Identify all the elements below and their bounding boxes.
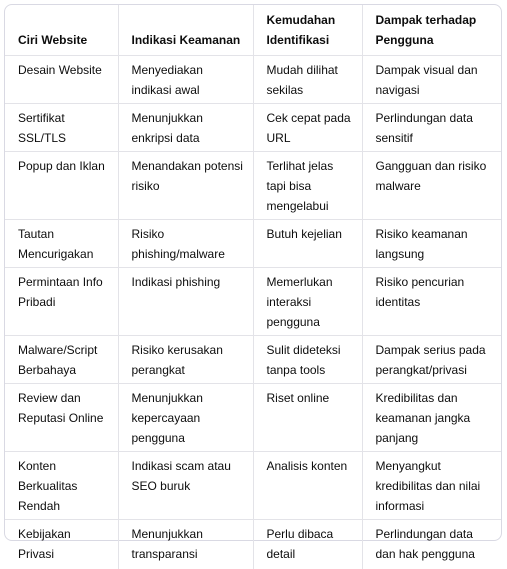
table-cell: Sertifikat SSL/TLS	[5, 104, 118, 152]
header-dampak-pengguna: Dampak terhadap Pengguna	[362, 5, 501, 56]
table-cell: Risiko pencurian identitas	[362, 268, 501, 336]
table-cell: Perlindungan data dan hak pengguna	[375, 527, 475, 561]
table-cell: Perlu dibaca detail	[253, 520, 362, 569]
table-cell: Konten Berkualitas Rendah	[5, 452, 118, 520]
table-cell: Malware/Script Berbahaya	[5, 336, 118, 384]
table-cell: Riset online	[253, 384, 362, 452]
table-cell: Butuh kejelian	[253, 220, 362, 268]
table-cell: Menyediakan indikasi awal	[118, 56, 253, 104]
header-indikasi-keamanan: Indikasi Keamanan	[118, 5, 253, 56]
table-cell: Risiko kerusakan perangkat	[118, 336, 253, 384]
table-cell: Risiko keamanan langsung	[362, 220, 501, 268]
table-cell: Mudah dilihat sekilas	[253, 56, 362, 104]
table-cell: Desain Website	[5, 56, 118, 104]
table-header-row	[5, 5, 501, 56]
table-cell: Gangguan dan risiko malware	[362, 152, 501, 220]
comparison-table	[5, 5, 501, 569]
table-cell: Popup dan Iklan	[5, 152, 118, 220]
header-kemudahan-identifikasi: Kemudahan Identifikasi	[253, 5, 362, 56]
table-row	[5, 220, 501, 268]
table-cell: Terlihat jelas tapi bisa mengelabui	[253, 152, 362, 220]
comparison-table-container	[4, 4, 502, 561]
table-cell: Permintaan Info Pribadi	[5, 268, 118, 336]
table-cell: Perlindungan data sensitif	[362, 104, 501, 152]
table-cell: Memerlukan interaksi pengguna	[253, 268, 362, 336]
header-ciri-website: Ciri Website	[5, 5, 118, 56]
table-cell: Indikasi phishing	[118, 268, 253, 336]
table-row	[5, 336, 501, 384]
table-cell: Indikasi scam atau SEO buruk	[118, 452, 253, 520]
table-cell: Menandakan potensi risiko	[118, 152, 253, 220]
table-row	[5, 268, 501, 336]
table-row	[5, 384, 501, 452]
table-cell: Kebijakan Privasi	[5, 520, 118, 569]
table-row	[5, 56, 501, 104]
table-cell: Menunjukkan enkripsi data	[118, 104, 253, 152]
table-row	[5, 520, 501, 569]
table-cell: Menunjukkan transparansi	[118, 520, 253, 569]
table-cell: Dampak serius pada perangkat/privasi	[362, 336, 501, 384]
table-row	[5, 452, 501, 520]
table-cell: Sulit dideteksi tanpa tools	[253, 336, 362, 384]
table-cell: Review dan Reputasi Online	[5, 384, 118, 452]
table-cell: Dampak visual dan navigasi	[362, 56, 501, 104]
table-cell: Risiko phishing/malware	[118, 220, 253, 268]
table-cell: Analisis konten	[253, 452, 362, 520]
table-cell: Kredibilitas dan keamanan jangka panjang	[362, 384, 501, 452]
table-cell: Cek cepat pada URL	[253, 104, 362, 152]
table-cell: Menyangkut kredibilitas dan nilai informasi	[362, 452, 501, 520]
table-row	[5, 152, 501, 220]
table-row	[5, 104, 501, 152]
table-cell: Menunjukkan kepercayaan pengguna	[118, 384, 253, 452]
table-cell: Tautan Mencurigakan	[5, 220, 118, 268]
